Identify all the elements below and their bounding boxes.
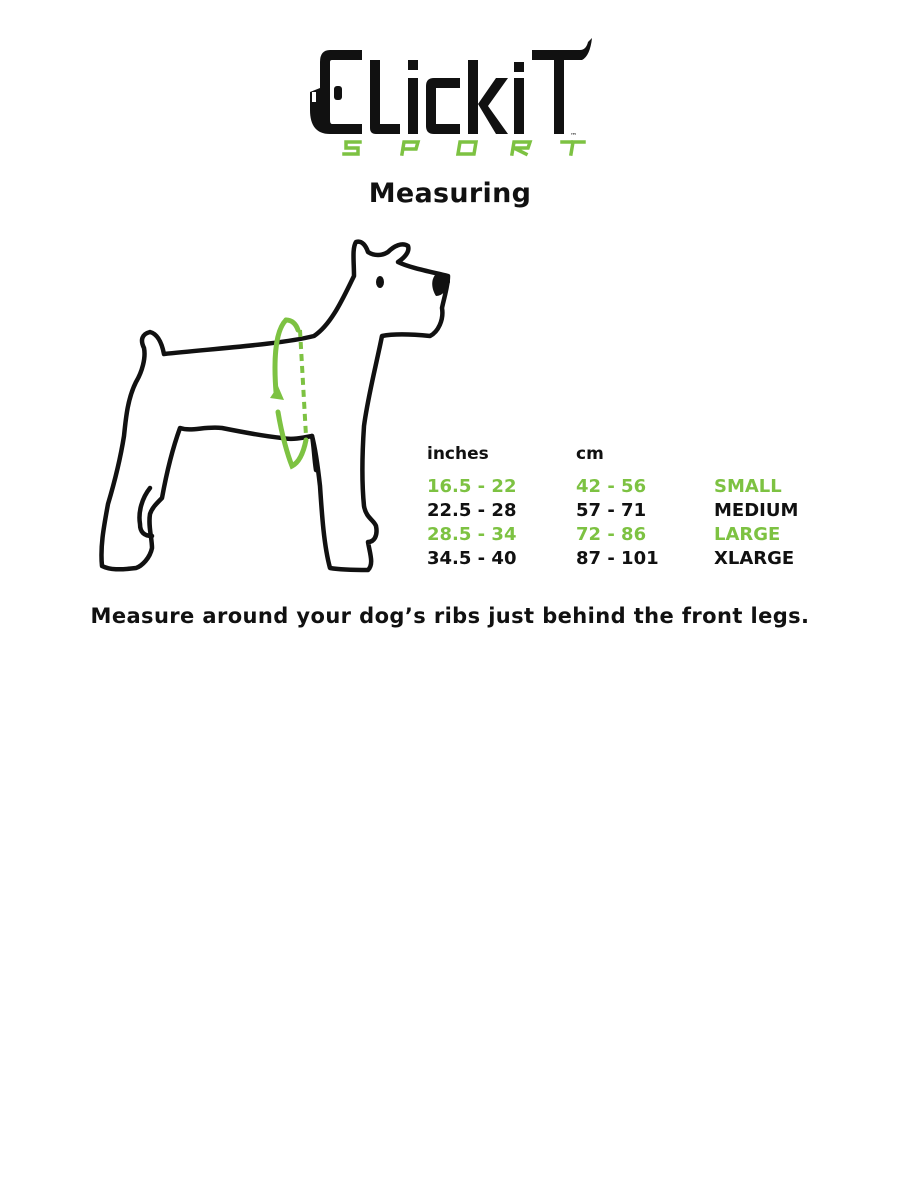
- size-row-xlarge: [427, 547, 834, 571]
- cm-range: 57 - 71: [576, 500, 647, 521]
- dog-outline-icon: [92, 236, 462, 576]
- cm-range: 87 - 101: [576, 548, 659, 569]
- size-label: MEDIUM: [714, 500, 799, 521]
- brand-logo: [300, 34, 600, 162]
- header-size: [714, 441, 834, 471]
- page-title: Measuring: [368, 178, 532, 209]
- measuring-instruction: Measure around your dog’s ribs just behind the front legs.: [90, 604, 810, 628]
- size-chart: [427, 441, 834, 571]
- size-row-large: [427, 523, 834, 547]
- size-label: LARGE: [714, 524, 781, 545]
- size-row-small: [427, 475, 834, 499]
- dog-illustration: [92, 236, 462, 576]
- cm-range: 72 - 86: [576, 524, 647, 545]
- clickit-sport-logo-icon: [300, 34, 600, 162]
- svg-text:™: ™: [570, 132, 577, 140]
- size-label: SMALL: [714, 476, 782, 497]
- header-cm: cm: [576, 444, 604, 464]
- inches-range: 22.5 - 28: [427, 500, 517, 521]
- size-row-medium: [427, 499, 834, 523]
- size-label: XLARGE: [714, 548, 795, 569]
- inches-range: 34.5 - 40: [427, 548, 517, 569]
- inches-range: 28.5 - 34: [427, 524, 517, 545]
- inches-range: 16.5 - 22: [427, 476, 517, 497]
- cm-range: 42 - 56: [576, 476, 647, 497]
- header-inches: inches: [427, 444, 489, 464]
- size-chart-header: [427, 441, 834, 471]
